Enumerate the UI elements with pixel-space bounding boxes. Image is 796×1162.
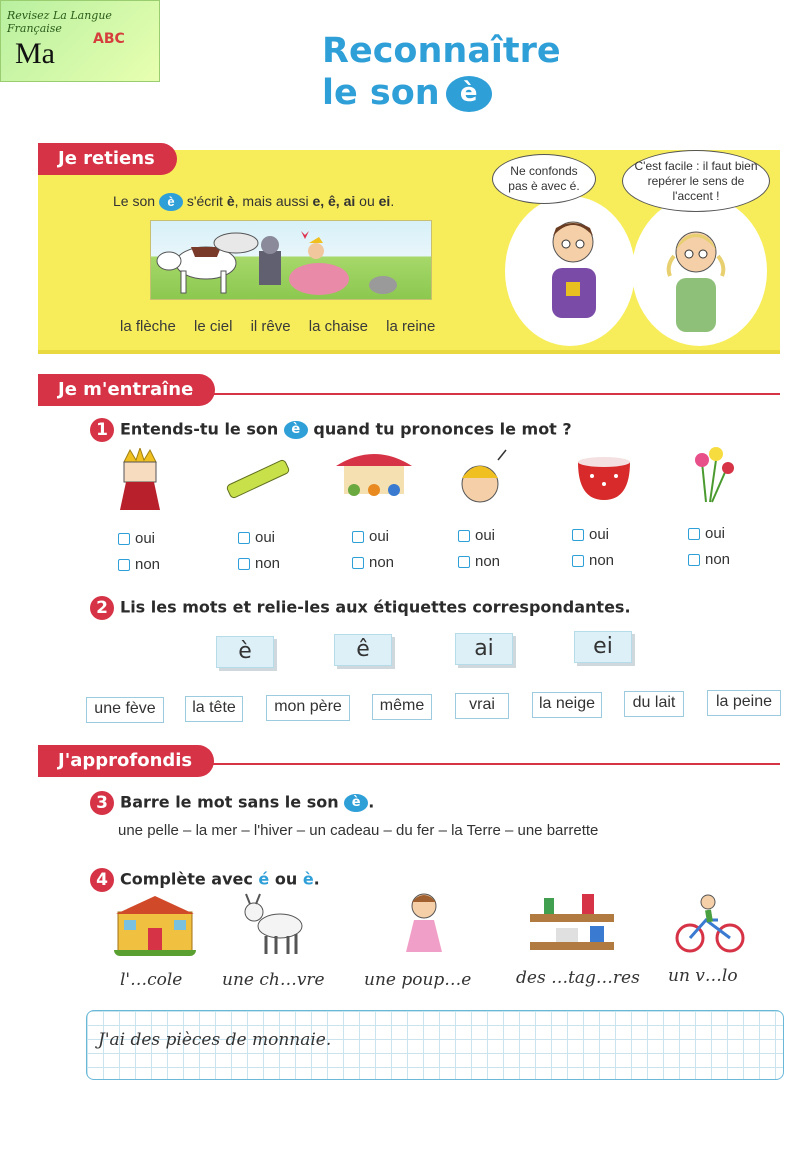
site-logo (0, 0, 160, 82)
word-to-complete[interactable]: un v…lo (668, 966, 738, 986)
logo-wordmark: Ma (15, 37, 55, 70)
example-word: la reine (386, 318, 436, 335)
exercise-number: 2 (90, 596, 114, 620)
answer-column (458, 527, 500, 575)
option-no[interactable] (352, 554, 394, 576)
option-label: oui (255, 529, 276, 546)
option-no[interactable] (118, 556, 160, 578)
fairy-tale-illustration (150, 220, 432, 300)
sound-bubble-icon: è (284, 421, 308, 439)
option-yes[interactable] (118, 530, 160, 552)
exercise-2-title-text: Lis les mots et relie-les aux étiquettes correspondantes. (120, 597, 631, 617)
option-label: non (589, 552, 615, 569)
rule-e-grave: è (226, 193, 235, 209)
section-header-retiens: Je retiens (38, 143, 177, 175)
exercise-4-title (90, 868, 320, 892)
section-header-approfondis: J'approfondis (38, 745, 214, 777)
checkbox-icon[interactable] (352, 557, 364, 569)
word-to-complete[interactable]: une poup…e (364, 970, 472, 990)
title-line-1: Reconnaître (322, 31, 561, 71)
checkbox-icon[interactable] (352, 531, 364, 543)
logo-abc: ABC (93, 31, 125, 47)
option-yes[interactable] (238, 529, 280, 551)
option-label: non (475, 553, 501, 570)
option-label: non (135, 556, 161, 573)
checkbox-icon[interactable] (572, 529, 584, 541)
exercise-1-title (90, 418, 572, 442)
speech-bubble-boy: Ne confonds pas è avec é. (492, 154, 596, 204)
school-icon (114, 894, 196, 956)
fairy-tale-scene-icon (151, 221, 432, 300)
section-rule (205, 763, 780, 765)
checkbox-icon[interactable] (238, 532, 250, 544)
checkbox-icon[interactable] (118, 559, 130, 571)
handwritten-answer: J'ai des pièces de monnaie. (98, 1030, 332, 1050)
checkbox-icon[interactable] (458, 530, 470, 542)
exercise-number: 3 (90, 791, 114, 815)
word-tag[interactable]: mon père (266, 695, 350, 721)
option-label: oui (705, 525, 726, 542)
option-yes[interactable] (352, 528, 394, 550)
answer-column (572, 526, 614, 574)
option-no[interactable] (238, 555, 280, 577)
word-tag[interactable]: la neige (532, 692, 602, 718)
checkbox-icon[interactable] (688, 528, 700, 540)
exercise-1-title-a: Entends-tu le son (120, 419, 279, 439)
rule-ei: ei (378, 193, 391, 209)
answer-column (118, 530, 160, 578)
sound-card[interactable]: ei (574, 631, 632, 663)
rule-end: . (390, 193, 395, 209)
answer-column (688, 525, 730, 573)
answer-column (238, 529, 280, 577)
option-label: non (255, 555, 281, 572)
example-word: le ciel (194, 318, 233, 335)
goat-icon (240, 892, 308, 956)
word-tag[interactable]: la peine (707, 690, 781, 716)
bicycle-icon (674, 890, 746, 956)
letter-e-grave: è (302, 869, 314, 889)
exercise-4-or: ou (274, 869, 298, 889)
exercise-3-title (90, 791, 374, 815)
word-to-complete[interactable]: une ch…vre (222, 970, 325, 990)
checkbox-icon[interactable] (458, 556, 470, 568)
option-no[interactable] (458, 553, 500, 575)
word-tag[interactable]: du lait (624, 691, 684, 717)
letter-e-acute: é (258, 869, 270, 889)
sound-bubble-icon: è (159, 193, 183, 211)
option-label: oui (135, 530, 156, 547)
option-yes[interactable] (572, 526, 614, 548)
option-no[interactable] (688, 551, 730, 573)
rule-text (113, 193, 394, 211)
logo-tagline: Revisez La Langue Française (7, 9, 112, 35)
checkbox-icon[interactable] (572, 555, 584, 567)
checkbox-icon[interactable] (118, 533, 130, 545)
exercise-2-title (90, 596, 631, 620)
girl-character-icon (660, 226, 734, 336)
speech-bubble-girl: C'est facile : il faut bien repérer le sens de l'accent ! (622, 150, 770, 212)
example-words (120, 318, 449, 335)
exercise-4-title-a: Complète avec (120, 869, 253, 889)
boy-cap-icon (458, 448, 510, 508)
comb-icon (222, 454, 294, 504)
exercise-3-title-b: . (368, 792, 375, 812)
sound-card[interactable]: è (216, 636, 274, 668)
title-line-2 (322, 72, 561, 114)
option-label: oui (475, 527, 496, 544)
section-header-entraine: Je m'entraîne (38, 374, 215, 406)
example-word: la chaise (308, 318, 368, 335)
word-to-complete[interactable]: l'…cole (120, 970, 183, 990)
exercise-3-title-a: Barre le mot sans le son (120, 792, 339, 812)
word-tag[interactable]: une fève (86, 697, 164, 723)
sound-bubble-icon: è (344, 794, 368, 812)
exercise-number: 1 (90, 418, 114, 442)
section-rule (200, 393, 780, 395)
bowl-icon (574, 454, 634, 504)
example-word: la flèche (120, 318, 176, 335)
sound-bubble-icon: è (446, 76, 492, 112)
flowers-icon (682, 442, 738, 504)
carousel-icon (326, 446, 422, 506)
word-tag[interactable]: vrai (455, 693, 509, 719)
option-label: non (705, 551, 731, 568)
boy-character-icon (540, 214, 610, 326)
checkbox-icon[interactable] (238, 558, 250, 570)
rule-prefix: Le son (113, 193, 156, 209)
title-line-2-text: le son (322, 73, 440, 113)
rule-middle: s'écrit (186, 193, 223, 209)
rule-mid2: , mais aussi (234, 193, 309, 209)
answer-column (352, 528, 394, 576)
exercise-1-title-b: quand tu prononces le mot ? (313, 419, 572, 439)
rule-list: e, ê, ai (312, 193, 356, 209)
exercise-number: 4 (90, 868, 114, 892)
option-label: oui (369, 528, 390, 545)
doll-icon (398, 890, 450, 956)
page-title (322, 30, 561, 114)
word-to-complete[interactable]: des …tag…res (516, 968, 640, 988)
word-tag[interactable]: la tête (185, 696, 243, 722)
sound-card[interactable]: ai (455, 633, 513, 665)
rule-or: ou (359, 193, 375, 209)
exercise-3-word-list[interactable]: une pelle – la mer – l'hiver – un cadeau – du fer – la Terre – une barrette (118, 822, 599, 839)
word-tag[interactable]: même (372, 694, 432, 720)
queen-icon (118, 448, 162, 510)
option-yes[interactable] (688, 525, 730, 547)
checkbox-icon[interactable] (688, 554, 700, 566)
option-label: non (369, 554, 395, 571)
option-no[interactable] (572, 552, 614, 574)
example-word: il rêve (250, 318, 291, 335)
shelves-icon (526, 888, 618, 956)
sound-card[interactable]: ê (334, 634, 392, 666)
option-yes[interactable] (458, 527, 500, 549)
exercise-4-end: . (313, 869, 320, 889)
option-label: oui (589, 526, 610, 543)
